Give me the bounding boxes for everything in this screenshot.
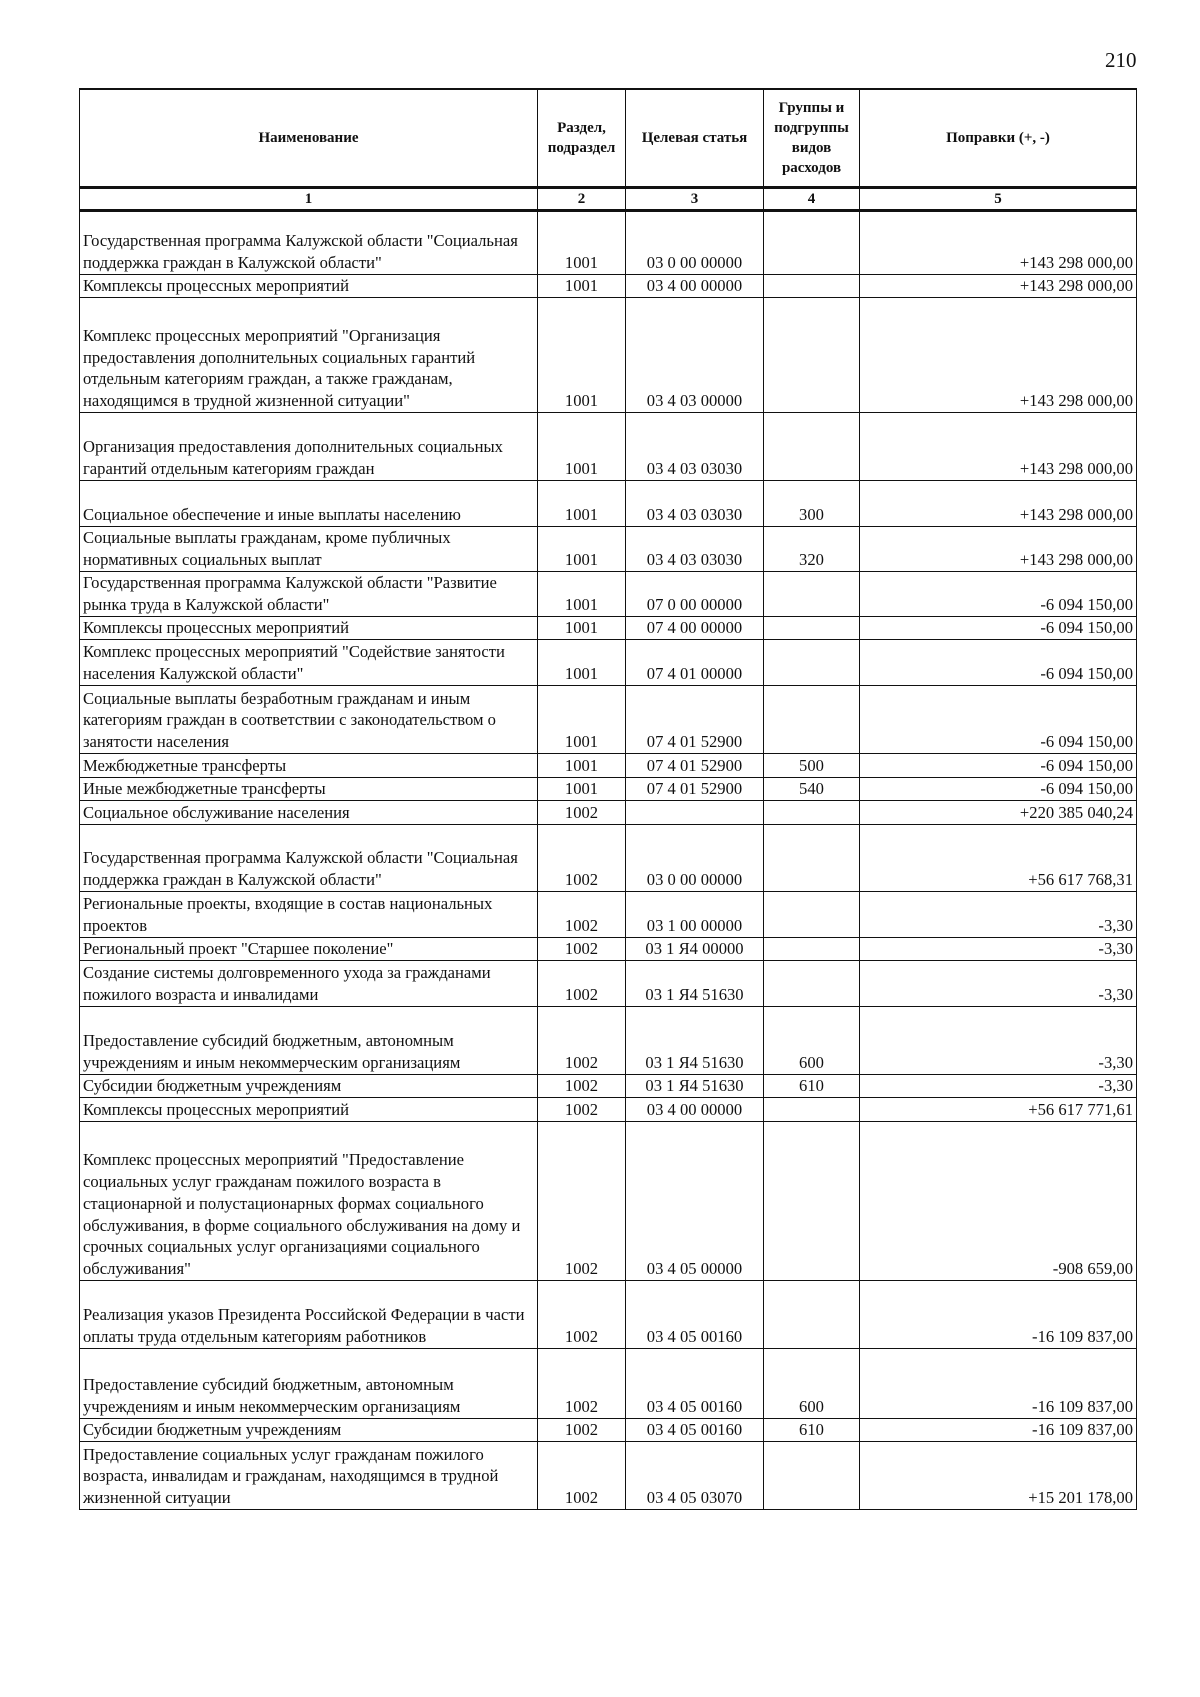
table-row	[80, 686, 1137, 754]
header-name: Наименование	[80, 89, 538, 188]
row-section: 1001	[538, 527, 626, 572]
header-groups: Группы и подгруппы видов расходов	[764, 89, 860, 188]
row-group	[764, 1098, 860, 1122]
row-amendment: -6 094 150,00	[860, 778, 1137, 801]
column-number-row	[80, 188, 1137, 211]
row-group	[764, 961, 860, 1007]
row-target: 07 4 00 00000	[626, 617, 764, 640]
row-group	[764, 892, 860, 938]
row-target: 03 4 03 03030	[626, 413, 764, 481]
row-section: 1002	[538, 825, 626, 892]
row-name: Социальное обслуживание населения	[80, 801, 538, 825]
row-name: Субсидии бюджетным учреждениям	[80, 1419, 538, 1442]
row-target: 03 1 Я4 51630	[626, 1075, 764, 1098]
row-amendment: +143 298 000,00	[860, 481, 1137, 527]
table-row	[80, 1442, 1137, 1510]
row-amendment: +56 617 768,31	[860, 825, 1137, 892]
row-name: Комплекс процессных мероприятий "Предоставление социальных услуг гражданам пожилого возраста в стационарной и полустационарных формах социального обслуживания, в форме социального обслуживания на дому и срочных социальных услуг организациями социального обслуживания"	[80, 1122, 538, 1281]
row-section: 1002	[538, 961, 626, 1007]
row-name: Социальное обеспечение и иные выплаты населению	[80, 481, 538, 527]
row-target: 03 4 03 03030	[626, 481, 764, 527]
row-section: 1002	[538, 938, 626, 961]
table-row	[80, 275, 1137, 298]
row-name: Иные межбюджетные трансферты	[80, 778, 538, 801]
row-group: 320	[764, 527, 860, 572]
header-amendments: Поправки (+, -)	[860, 89, 1137, 188]
row-name: Комплексы процессных мероприятий	[80, 275, 538, 298]
column-number: 1	[80, 188, 538, 211]
row-target: 03 4 05 03070	[626, 1442, 764, 1510]
header-target: Целевая статья	[626, 89, 764, 188]
row-section: 1002	[538, 1349, 626, 1419]
row-name: Создание системы долговременного ухода за гражданами пожилого возраста и инвалидами	[80, 961, 538, 1007]
row-amendment: +143 298 000,00	[860, 413, 1137, 481]
budget-table	[79, 88, 1137, 1510]
row-section: 1002	[538, 1281, 626, 1349]
row-amendment: +56 617 771,61	[860, 1098, 1137, 1122]
row-amendment: +143 298 000,00	[860, 275, 1137, 298]
table-row	[80, 1281, 1137, 1349]
row-target: 03 1 Я4 51630	[626, 961, 764, 1007]
row-amendment: +143 298 000,00	[860, 298, 1137, 413]
row-target: 07 4 01 52900	[626, 686, 764, 754]
row-target: 07 4 01 52900	[626, 778, 764, 801]
row-section: 1002	[538, 1098, 626, 1122]
row-group	[764, 275, 860, 298]
row-group: 600	[764, 1007, 860, 1075]
table-row	[80, 298, 1137, 413]
row-name: Предоставление субсидий бюджетным, автономным учреждениям и иным некоммерческим организациям	[80, 1007, 538, 1075]
row-target: 07 4 01 00000	[626, 640, 764, 686]
row-group: 600	[764, 1349, 860, 1419]
table-body	[80, 211, 1137, 1510]
row-amendment: -3,30	[860, 1007, 1137, 1075]
table-row	[80, 527, 1137, 572]
row-amendment: -3,30	[860, 1075, 1137, 1098]
row-name: Социальные выплаты безработным гражданам и иным категориям граждан в соответствии с законодательством о занятости населения	[80, 686, 538, 754]
table-row	[80, 961, 1137, 1007]
row-group	[764, 1122, 860, 1281]
table-row	[80, 640, 1137, 686]
row-amendment: -3,30	[860, 938, 1137, 961]
row-target	[626, 801, 764, 825]
row-amendment: -16 109 837,00	[860, 1349, 1137, 1419]
row-target: 03 0 00 00000	[626, 211, 764, 275]
row-section: 1001	[538, 617, 626, 640]
table-header-row	[80, 89, 1137, 188]
row-target: 03 4 05 00160	[626, 1281, 764, 1349]
row-target: 03 4 00 00000	[626, 1098, 764, 1122]
row-name: Организация предоставления дополнительных социальных гарантий отдельным категориям граждан	[80, 413, 538, 481]
row-name: Комплексы процессных мероприятий	[80, 617, 538, 640]
row-amendment: -16 109 837,00	[860, 1281, 1137, 1349]
row-name: Межбюджетные трансферты	[80, 754, 538, 778]
row-section: 1001	[538, 211, 626, 275]
row-target: 03 4 03 00000	[626, 298, 764, 413]
column-number: 4	[764, 188, 860, 211]
header-section: Раздел, подраздел	[538, 89, 626, 188]
row-group: 540	[764, 778, 860, 801]
table-row	[80, 211, 1137, 275]
row-target: 03 1 Я4 00000	[626, 938, 764, 961]
table-row	[80, 938, 1137, 961]
column-number: 2	[538, 188, 626, 211]
row-target: 03 4 00 00000	[626, 275, 764, 298]
row-target: 07 4 01 52900	[626, 754, 764, 778]
table-row	[80, 1075, 1137, 1098]
row-group	[764, 825, 860, 892]
row-target: 03 0 00 00000	[626, 825, 764, 892]
row-name: Предоставление социальных услуг гражданам пожилого возраста, инвалидам и гражданам, находящимся в трудной жизненной ситуации	[80, 1442, 538, 1510]
row-group	[764, 572, 860, 617]
row-section: 1001	[538, 754, 626, 778]
row-target: 03 4 05 00160	[626, 1349, 764, 1419]
row-section: 1001	[538, 640, 626, 686]
row-name: Социальные выплаты гражданам, кроме публичных нормативных социальных выплат	[80, 527, 538, 572]
table-row	[80, 1122, 1137, 1281]
row-section: 1001	[538, 778, 626, 801]
row-name: Государственная программа Калужской области "Развитие рынка труда в Калужской области"	[80, 572, 538, 617]
row-amendment: -6 094 150,00	[860, 572, 1137, 617]
row-group	[764, 640, 860, 686]
row-section: 1002	[538, 1419, 626, 1442]
row-target: 07 0 00 00000	[626, 572, 764, 617]
row-group	[764, 298, 860, 413]
row-group: 610	[764, 1075, 860, 1098]
row-name: Комплекс процессных мероприятий "Содействие занятости населения Калужской области"	[80, 640, 538, 686]
table-row	[80, 1419, 1137, 1442]
column-number: 3	[626, 188, 764, 211]
row-target: 03 1 00 00000	[626, 892, 764, 938]
table-row	[80, 617, 1137, 640]
table-row	[80, 1349, 1137, 1419]
row-amendment: +143 298 000,00	[860, 211, 1137, 275]
row-amendment: -3,30	[860, 961, 1137, 1007]
row-section: 1001	[538, 686, 626, 754]
row-target: 03 4 03 03030	[626, 527, 764, 572]
table-row	[80, 825, 1137, 892]
row-target: 03 1 Я4 51630	[626, 1007, 764, 1075]
table-row	[80, 413, 1137, 481]
row-amendment: -6 094 150,00	[860, 640, 1137, 686]
row-name: Государственная программа Калужской области "Социальная поддержка граждан в Калужской области"	[80, 825, 538, 892]
row-amendment: +220 385 040,24	[860, 801, 1137, 825]
column-number: 5	[860, 188, 1137, 211]
row-amendment: -3,30	[860, 892, 1137, 938]
row-amendment: +15 201 178,00	[860, 1442, 1137, 1510]
table-row	[80, 1098, 1137, 1122]
row-group	[764, 617, 860, 640]
row-name: Предоставление субсидий бюджетным, автономным учреждениям и иным некоммерческим организациям	[80, 1349, 538, 1419]
row-section: 1002	[538, 1442, 626, 1510]
row-name: Субсидии бюджетным учреждениям	[80, 1075, 538, 1098]
table-row	[80, 1007, 1137, 1075]
row-name: Региональный проект "Старшее поколение"	[80, 938, 538, 961]
row-name: Государственная программа Калужской области "Социальная поддержка граждан в Калужской области"	[80, 211, 538, 275]
row-name: Комплекс процессных мероприятий "Организация предоставления дополнительных социальных гарантий отдельным категориям граждан, а также гражданам, находящимся в трудной жизненной ситуации"	[80, 298, 538, 413]
row-section: 1001	[538, 572, 626, 617]
table-row	[80, 754, 1137, 778]
row-group: 610	[764, 1419, 860, 1442]
table-row	[80, 481, 1137, 527]
table-row	[80, 801, 1137, 825]
row-section: 1002	[538, 892, 626, 938]
row-group	[764, 1281, 860, 1349]
row-amendment: -6 094 150,00	[860, 617, 1137, 640]
row-group	[764, 686, 860, 754]
row-group	[764, 801, 860, 825]
row-section: 1002	[538, 801, 626, 825]
row-group	[764, 1442, 860, 1510]
row-section: 1001	[538, 275, 626, 298]
row-group: 500	[764, 754, 860, 778]
row-section: 1001	[538, 413, 626, 481]
row-amendment: -6 094 150,00	[860, 686, 1137, 754]
row-section: 1002	[538, 1075, 626, 1098]
row-section: 1001	[538, 481, 626, 527]
row-group: 300	[764, 481, 860, 527]
row-group	[764, 413, 860, 481]
row-amendment: -908 659,00	[860, 1122, 1137, 1281]
row-target: 03 4 05 00160	[626, 1419, 764, 1442]
row-amendment: +143 298 000,00	[860, 527, 1137, 572]
row-section: 1002	[538, 1122, 626, 1281]
row-amendment: -16 109 837,00	[860, 1419, 1137, 1442]
row-group	[764, 938, 860, 961]
row-name: Комплексы процессных мероприятий	[80, 1098, 538, 1122]
row-section: 1002	[538, 1007, 626, 1075]
row-target: 03 4 05 00000	[626, 1122, 764, 1281]
page-number: 210	[1105, 48, 1137, 72]
row-name: Реализация указов Президента Российской Федерации в части оплаты труда отдельным категориям работников	[80, 1281, 538, 1349]
table-row	[80, 572, 1137, 617]
table-row	[80, 778, 1137, 801]
row-name: Региональные проекты, входящие в состав национальных проектов	[80, 892, 538, 938]
table-row	[80, 892, 1137, 938]
row-group	[764, 211, 860, 275]
row-section: 1001	[538, 298, 626, 413]
row-amendment: -6 094 150,00	[860, 754, 1137, 778]
